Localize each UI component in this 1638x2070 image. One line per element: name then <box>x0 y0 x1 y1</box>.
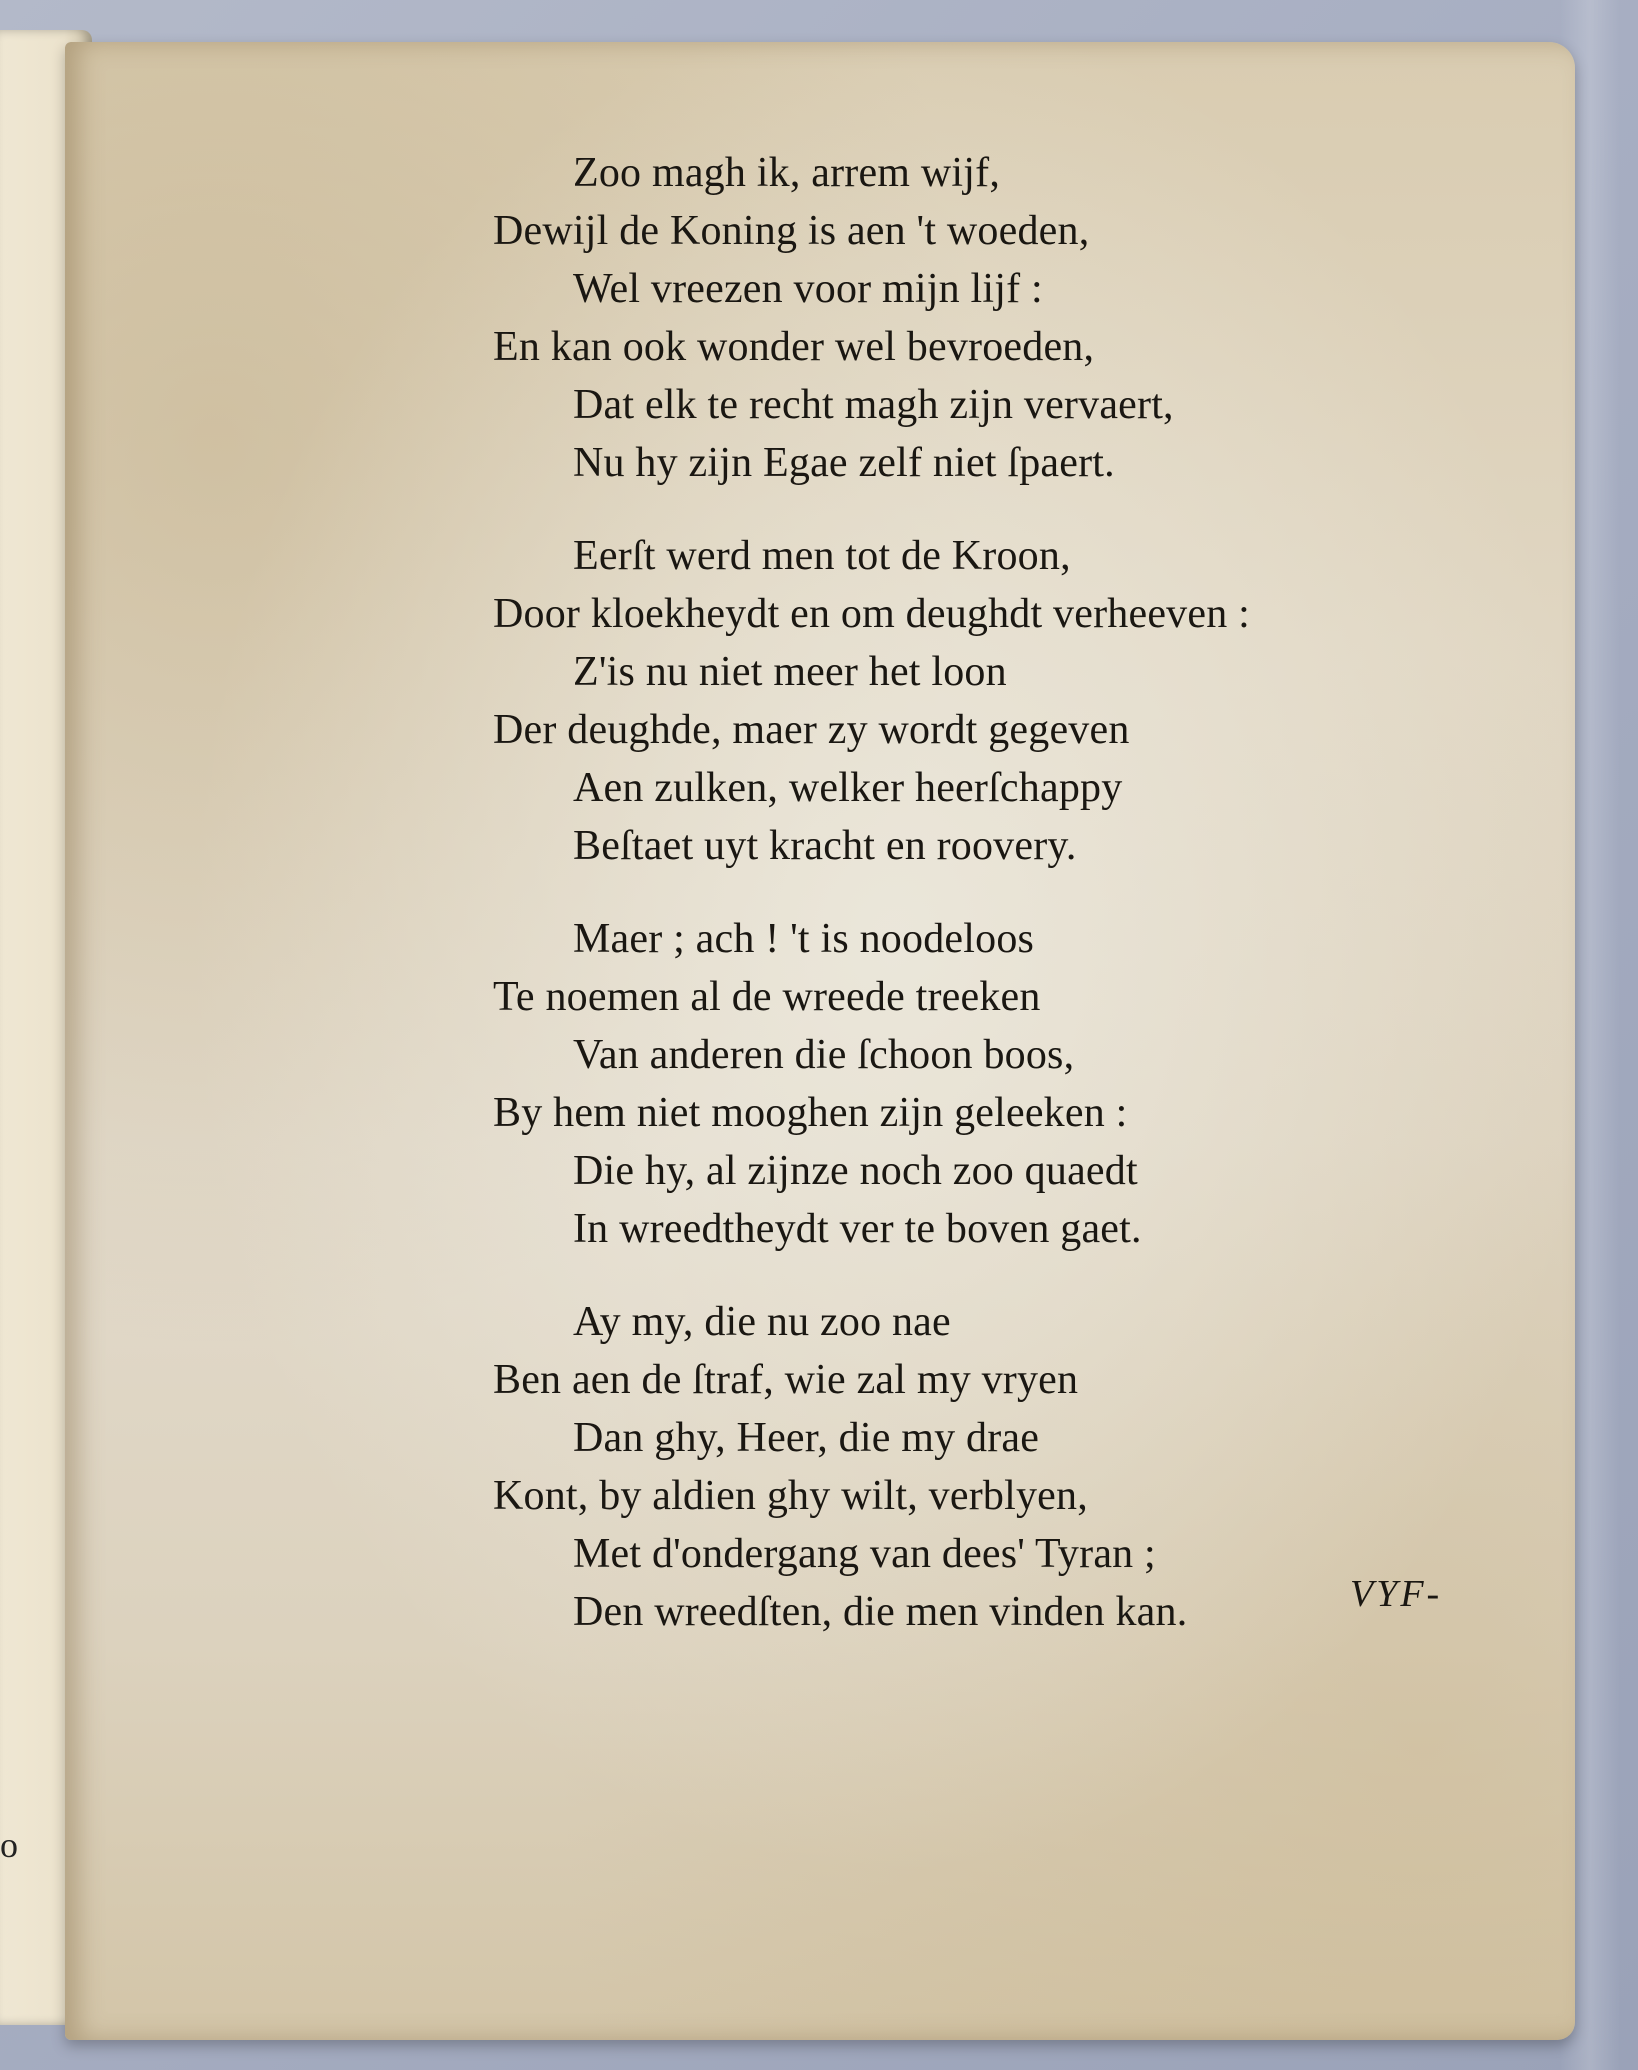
poem-line: Wel vreezen voor mijn lijf : <box>573 266 1043 312</box>
left-page-edge-mark: o <box>0 1825 18 1865</box>
poem-line: Met d'ondergang van dees' Tyran ; <box>573 1531 1156 1577</box>
poem-line: Die hy, al zijnze noch zoo quaedt <box>573 1148 1138 1194</box>
poem-line: Van anderen die ſchoon boos, <box>573 1032 1075 1078</box>
poem-line: In wreedtheydt ver te boven gaet. <box>573 1206 1142 1252</box>
catchword: VYF- <box>1350 1573 1443 1615</box>
poem-line: Maer ; ach ! 't is noodeloos <box>573 916 1035 962</box>
poem-line: Dat elk te recht magh zijn vervaert, <box>573 382 1174 428</box>
poem <box>65 42 1575 2040</box>
poem-line: Beſtaet uyt kracht en roovery. <box>573 823 1077 869</box>
poem-line: Den wreedſten, die men vinden kan. <box>573 1589 1188 1635</box>
poem-line: Z'is nu niet meer het loon <box>573 649 1007 695</box>
poem-line: By hem niet mooghen zijn geleeken : <box>493 1090 1128 1136</box>
poem-line: Aen zulken, welker heerſchappy <box>573 765 1123 811</box>
poem-line: Zoo magh ik, arrem wijf, <box>573 150 1001 196</box>
book-page <box>65 42 1575 2040</box>
poem-line: En kan ook wonder wel bevroeden, <box>493 324 1095 370</box>
poem-line: Dan ghy, Heer, die my drae <box>573 1415 1040 1461</box>
poem-line: Door kloekheydt en om deughdt verheeven : <box>493 591 1250 637</box>
poem-line: Ay my, die nu zoo nae <box>573 1299 951 1345</box>
poem-line: Ben aen de ſtraf, wie zal my vryen <box>493 1357 1079 1403</box>
poem-line: Der deughde, maer zy wordt gegeven <box>493 707 1130 753</box>
poem-line: Kont, by aldien ghy wilt, verblyen, <box>493 1473 1088 1519</box>
poem-line: Nu hy zijn Egae zelf niet ſpaert. <box>573 440 1115 486</box>
poem-line: Dewijl de Koning is aen 't woeden, <box>493 208 1090 254</box>
poem-line: Te noemen al de wreede treeken <box>493 974 1041 1020</box>
poem-line: Eerſt werd men tot de Kroon, <box>573 533 1071 579</box>
